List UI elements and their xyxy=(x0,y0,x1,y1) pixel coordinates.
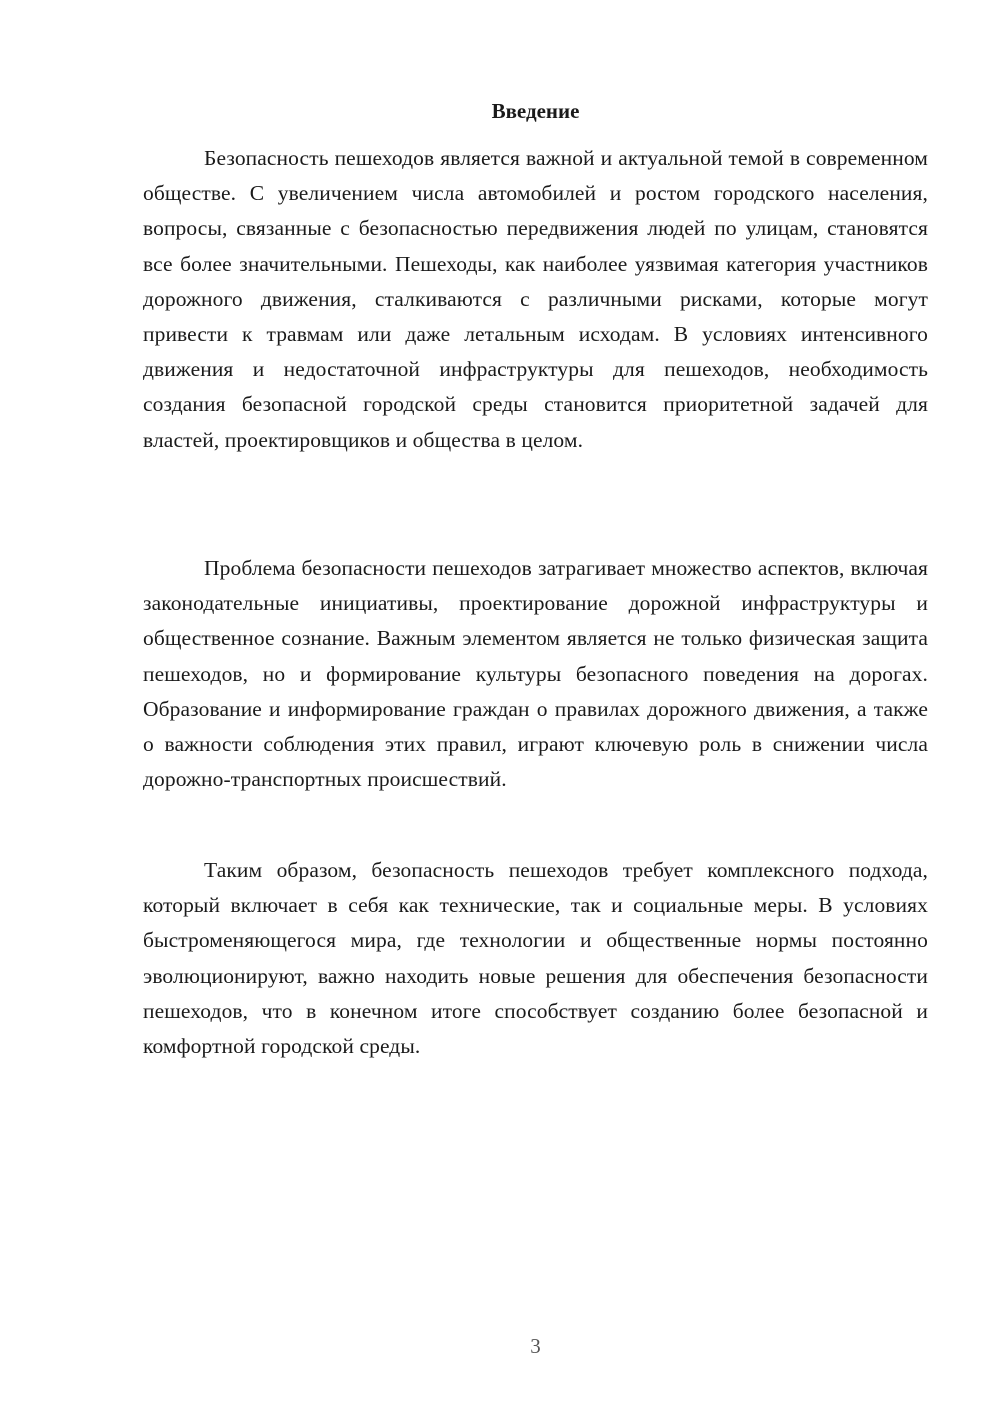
section-title: Введение xyxy=(491,99,580,123)
paragraph-1: Безопасность пешеходов является важной и актуальной темой в современном обществе. С увеличением числа автомобилей и ростом городского населения, вопросы, связанные с безопасностью передвижения людей по улицам, становятся все более значительными. Пешеходы, как наиболее уязвимая категория участников дорожного движения, сталкиваются с различными рисками, которые могут привести к травмам или даже летальным исходам. В условиях интенсивного движения и недостаточной инфраструктуры для пешеходов, необходимость создания безопасной городской среды становится приоритетной задачей для властей, проектировщиков и общества в целом. xyxy=(143,146,928,452)
document-page xyxy=(143,0,928,1414)
paragraph-2: Проблема безопасности пешеходов затрагивает множество аспектов, включая законодательные инициативы, проектирование дорожной инфраструктуры и общественное сознание. Важным элементом является не только физическая защита пешеходов, но и формирование культуры безопасного поведения на дорогах. Образование и информирование граждан о правилах дорожного движения, а также о важности соблюдения этих правил, играют ключевую роль в снижении числа дорожно-транспортных происшествий. xyxy=(143,556,928,792)
page-number: 3 xyxy=(530,1334,541,1358)
paragraph-3: Таким образом, безопасность пешеходов требует комплексного подхода, который включает в себя как технические, так и социальные меры. В условиях быстроменяющегося мира, где технологии и общественные нормы постоянно эволюционируют, важно находить новые решения для обеспечения безопасности пешеходов, что в конечном итоге способствует созданию более безопасной и комфортной городской среды. xyxy=(143,858,928,1059)
